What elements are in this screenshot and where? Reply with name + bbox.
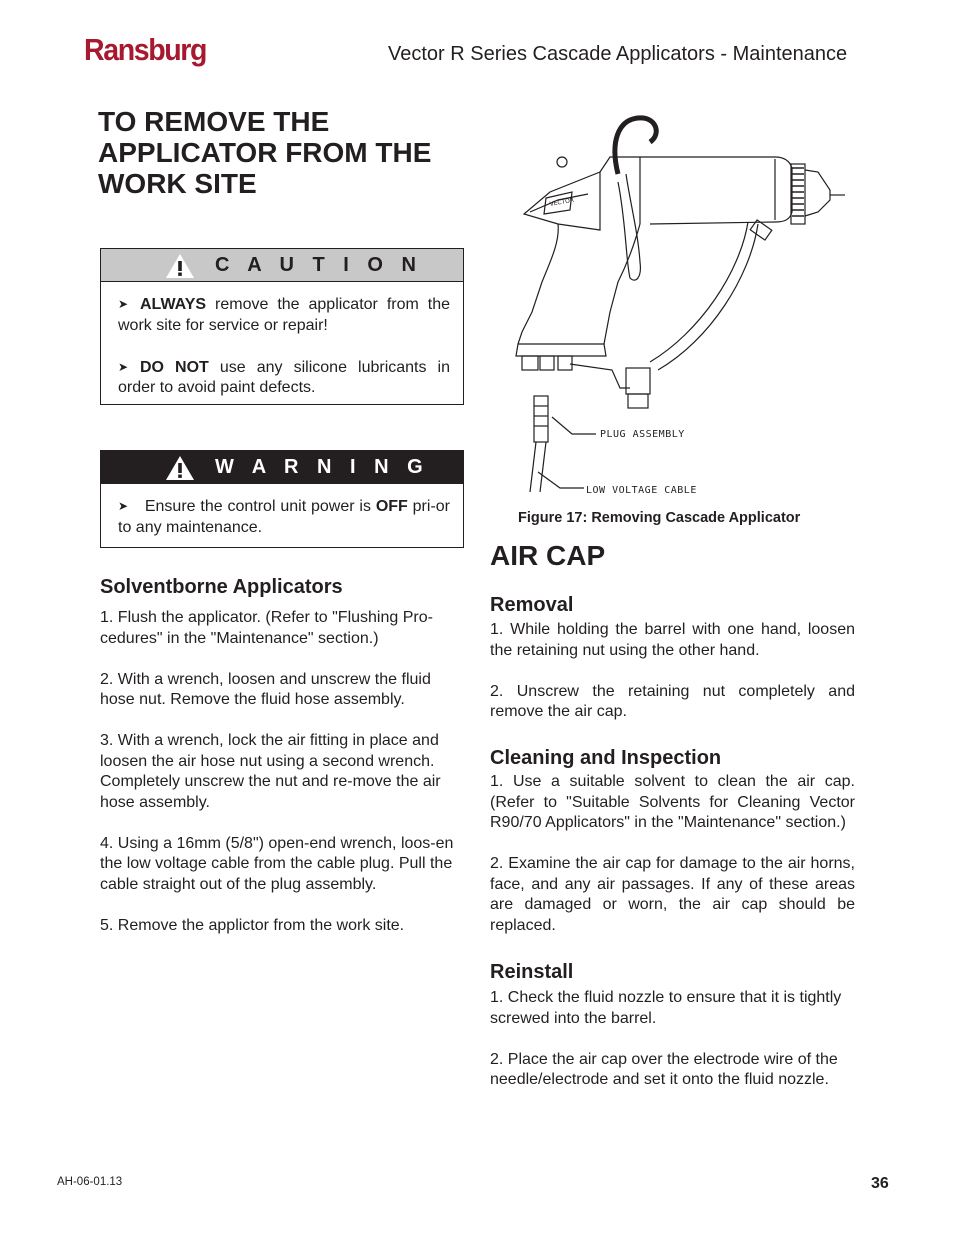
- warning-triangle-icon: [165, 253, 195, 279]
- step: 1. Check the fluid nozzle to ensure that it is tightly screwed into the barrel.: [490, 989, 842, 1027]
- warning-triangle-icon: [165, 455, 195, 481]
- step: 2. Place the air cap over the electrode wire of the needle/electrode and set it onto the fluid nozzle.: [490, 1050, 838, 1088]
- arrow-bullet-icon: ➤: [118, 359, 129, 374]
- warning-box: [100, 450, 464, 548]
- arrow-bullet-icon: ➤: [118, 499, 129, 513]
- figure-caption: Figure 17: Removing Cascade Applicator: [518, 510, 801, 526]
- cleaning-heading: Cleaning and Inspection: [490, 747, 722, 769]
- section-title: TO REMOVE THE APPLICATOR FROM THE WORK SITE: [98, 106, 432, 199]
- callout-plug-assembly: PLUG ASSEMBLY: [600, 429, 685, 440]
- arrow-bullet-icon: ➤: [118, 297, 129, 311]
- cleaning-steps: [490, 772, 855, 936]
- caution-header: [101, 249, 463, 282]
- solventborne-heading: Solventborne Applicators: [100, 576, 343, 598]
- reinstall-steps: [490, 988, 855, 1091]
- removal-steps: [490, 620, 855, 723]
- step: 2. With a wrench, loosen and unscrew the fluid hose nut. Remove the fluid hose assembly.: [100, 670, 431, 708]
- step: 4. Using a 16mm (5/8") open-end wrench, loos-en the low voltage cable from the cable plug. Pull the cable straight out of the plug assembly.: [100, 834, 454, 893]
- step: 1. While holding the barrel with one hand, loosen the retaining nut using the other hand.: [490, 621, 855, 659]
- step: 2. Unscrew the retaining nut completely and remove the air cap.: [490, 682, 855, 720]
- air-cap-title: AIR CAP: [490, 540, 606, 571]
- step: 1. Use a suitable solvent to clean the air cap. (Refer to "Suitable Solvents for Cleaning Vector R90/70 Applicators" in the "Maintenance" section.): [490, 773, 855, 831]
- header-title: Vector R Series Cascade Applicators - Maintenance: [388, 43, 848, 65]
- brand-logo: Ransburg: [84, 32, 207, 67]
- step: 5. Remove the applictor from the work site.: [100, 916, 405, 934]
- caution-label: C A U T I O N: [215, 253, 423, 276]
- reinstall-heading: Reinstall: [490, 961, 574, 983]
- document-id: AH-06-01.13: [57, 1176, 123, 1188]
- caution-item: ➤ ALWAYS remove the applicator from the work site for service or repair!: [118, 296, 450, 334]
- step: 3. With a wrench, lock the air fitting in place and loosen the air hose nut using a second wrench. Completely unscrew the nut and re-move the air hose assembly.: [100, 732, 441, 811]
- caution-body: [101, 282, 463, 409]
- warning-body: [101, 484, 463, 548]
- warning-label: W A R N I N G: [215, 455, 430, 478]
- applicator-illustration: [500, 112, 860, 502]
- step: 1. Flush the applicator. (Refer to "Flushing Pro-cedures" in the "Maintenance" section.): [100, 609, 433, 647]
- warning-item: ➤ Ensure the control unit power is OFF pri-or to any maintenance.: [118, 498, 450, 536]
- caution-box: [100, 248, 464, 405]
- page-number: 36: [871, 1175, 889, 1192]
- step: 2. Examine the air cap for damage to the air horns, face, and any air passages. If any of these areas are damaged or worn, the air cap should be replaced.: [490, 855, 855, 934]
- solventborne-steps: [100, 608, 464, 936]
- warning-header: [101, 451, 463, 484]
- callout-low-voltage-cable: LOW VOLTAGE CABLE: [586, 485, 697, 496]
- caution-item: ➤ DO NOT use any silicone lubricants in order to avoid paint defects.: [118, 358, 451, 396]
- removal-heading: Removal: [490, 594, 574, 616]
- logo-label: VECTOR: [549, 196, 575, 208]
